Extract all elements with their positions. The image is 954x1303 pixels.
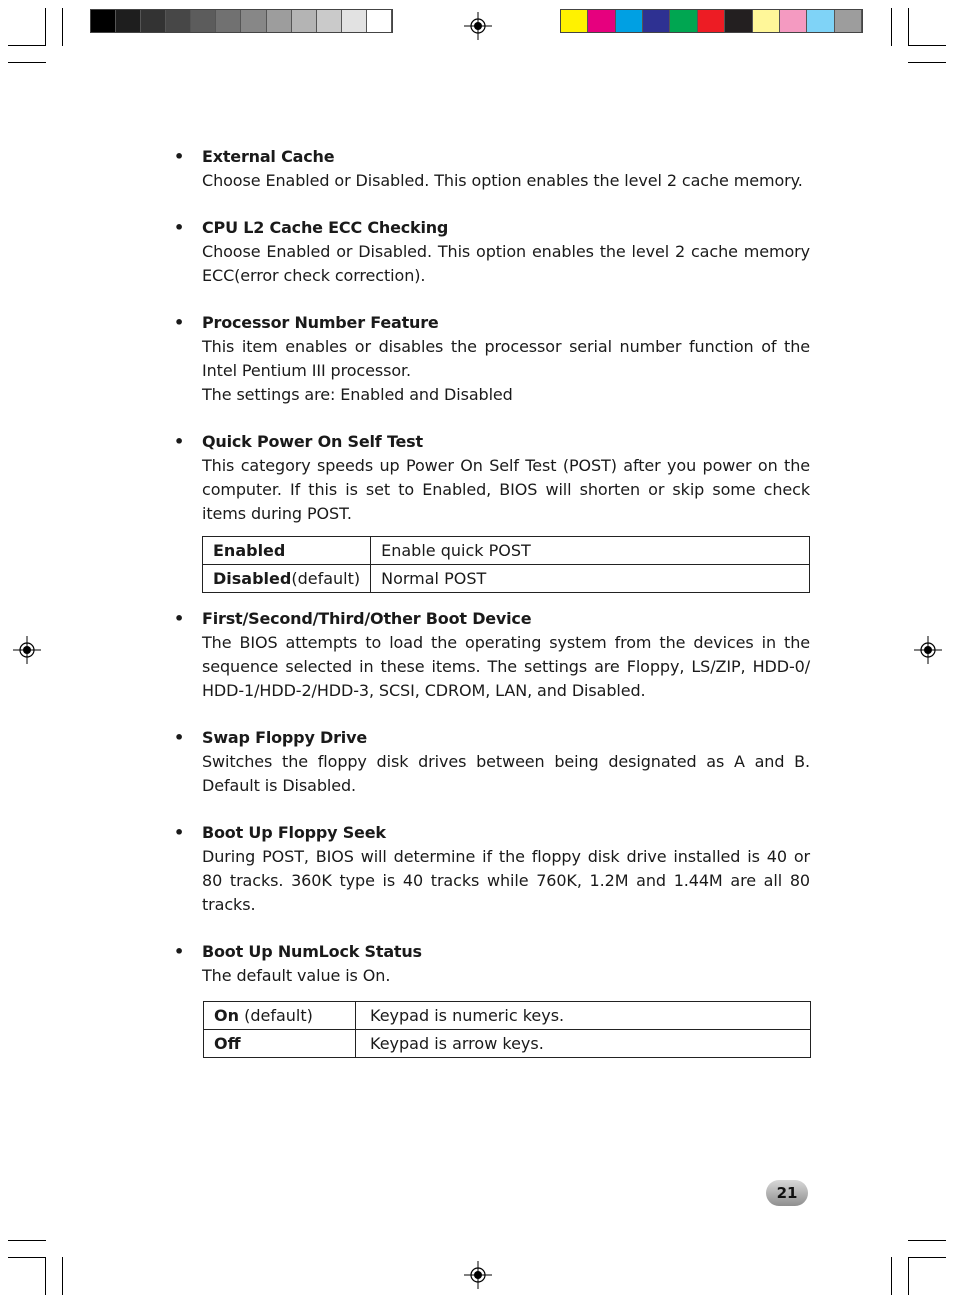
bullet-icon: • xyxy=(174,728,185,747)
option-suffix: (default) xyxy=(291,569,361,588)
registration-mark-icon xyxy=(914,636,942,664)
color-swatch xyxy=(317,10,342,32)
bullet-icon: • xyxy=(174,942,185,961)
crop-mark xyxy=(8,45,46,46)
item-numlock xyxy=(174,940,810,988)
crop-mark xyxy=(62,8,63,46)
item-text: Choose Enabled or Disabled. This option enables the level 2 cache memory. xyxy=(202,171,803,190)
color-swatch xyxy=(116,10,141,32)
registration-mark-icon xyxy=(464,1261,492,1289)
item-external-cache xyxy=(174,145,810,193)
item-cpu-l2-cache-ecc xyxy=(174,216,810,288)
color-swatch xyxy=(342,10,367,32)
color-swatch xyxy=(670,10,697,32)
item-title: Boot Up NumLock Status xyxy=(202,942,422,961)
bullet-icon: • xyxy=(174,823,185,842)
option-name: On xyxy=(214,1006,239,1025)
bullet-icon: • xyxy=(174,218,185,237)
option-suffix: (default) xyxy=(239,1006,313,1025)
crop-mark xyxy=(908,45,946,46)
color-swatch xyxy=(267,10,292,32)
color-swatch xyxy=(191,10,216,32)
registration-mark-icon xyxy=(13,636,41,664)
crop-mark xyxy=(891,8,892,46)
color-swatch xyxy=(216,10,241,32)
color-swatch xyxy=(725,10,752,32)
bullet-icon: • xyxy=(174,313,185,332)
crop-mark xyxy=(8,1257,46,1258)
crop-mark xyxy=(908,62,946,63)
bullet-icon: • xyxy=(174,432,185,451)
item-title: First/Second/Third/Other Boot Device xyxy=(202,609,532,628)
option-cell xyxy=(204,1002,356,1030)
item-swap-floppy xyxy=(174,726,810,798)
crop-mark xyxy=(891,1257,892,1295)
crop-mark xyxy=(8,62,46,63)
item-text: Choose Enabled or Disabled. This option enables the level 2 cache memory ECC(error check correction). xyxy=(202,242,810,285)
table-row xyxy=(204,1002,811,1030)
numlock-table xyxy=(203,1001,811,1058)
bullet-icon: • xyxy=(174,147,185,166)
color-swatch xyxy=(698,10,725,32)
table-row xyxy=(203,565,810,593)
color-swatch xyxy=(166,10,191,32)
crop-mark xyxy=(45,8,46,46)
option-name: Disabled xyxy=(213,569,292,588)
color-swatch xyxy=(588,10,615,32)
color-swatch xyxy=(753,10,780,32)
item-text: During POST, BIOS will determine if the floppy disk drive installed is 40 or 80 tracks. 360K type is 40 tracks while 760K, 1.2M and 1.44M are all 80 tracks. xyxy=(202,847,810,914)
item-text: The settings are: Enabled and Disabled xyxy=(202,385,513,404)
crop-mark xyxy=(908,1257,909,1295)
page-number: 21 xyxy=(766,1180,808,1206)
item-floppy-seek xyxy=(174,821,810,917)
option-cell xyxy=(203,565,371,593)
color-swatch xyxy=(807,10,834,32)
item-quick-post xyxy=(174,430,810,526)
item-text: The BIOS attempts to load the operating system from the devices in the sequence selected in these items. The settings are Floppy, LS/ZIP, HDD-0/ HDD-1/HDD-2/HDD-3, SCSI, CDROM, LAN, and Disabled. xyxy=(202,633,810,700)
bullet-icon: • xyxy=(174,609,185,628)
crop-mark xyxy=(908,8,909,46)
desc-cell: Enable quick POST xyxy=(371,537,810,565)
option-cell xyxy=(203,537,371,565)
color-calibration-bar xyxy=(560,9,863,33)
color-swatch xyxy=(835,10,862,32)
color-swatch xyxy=(292,10,317,32)
item-boot-device xyxy=(174,607,810,703)
crop-mark xyxy=(45,1257,46,1295)
page-content xyxy=(174,145,810,1058)
quick-post-table xyxy=(202,536,810,593)
item-title: Swap Floppy Drive xyxy=(202,728,367,747)
item-title: Quick Power On Self Test xyxy=(202,432,423,451)
color-swatch xyxy=(141,10,166,32)
item-text: This category speeds up Power On Self Test (POST) after you power on the computer. If this is set to Enabled, BIOS will shorten or skip some check items during POST. xyxy=(202,456,810,523)
crop-mark xyxy=(8,1240,46,1241)
desc-cell: Keypad is numeric keys. xyxy=(356,1002,811,1030)
color-swatch xyxy=(616,10,643,32)
option-cell xyxy=(204,1030,356,1058)
color-swatch xyxy=(643,10,670,32)
option-name: Enabled xyxy=(213,541,286,560)
crop-mark xyxy=(908,1240,946,1241)
item-processor-number xyxy=(174,311,810,407)
item-text: Switches the floppy disk drives between being designated as A and B. Default is Disabled. xyxy=(202,752,810,795)
table-row xyxy=(204,1030,811,1058)
grayscale-calibration-bar xyxy=(90,9,393,33)
registration-mark-icon xyxy=(464,12,492,40)
crop-mark xyxy=(908,1257,946,1258)
color-swatch xyxy=(367,10,392,32)
color-swatch xyxy=(780,10,807,32)
color-swatch xyxy=(241,10,266,32)
crop-mark xyxy=(62,1257,63,1295)
item-title: External Cache xyxy=(202,147,335,166)
item-title: Boot Up Floppy Seek xyxy=(202,823,386,842)
item-text: The default value is On. xyxy=(202,966,391,985)
item-title: CPU L2 Cache ECC Checking xyxy=(202,218,449,237)
item-title: Processor Number Feature xyxy=(202,313,439,332)
option-name: Off xyxy=(214,1034,241,1053)
color-swatch xyxy=(561,10,588,32)
desc-cell: Normal POST xyxy=(371,565,810,593)
desc-cell: Keypad is arrow keys. xyxy=(356,1030,811,1058)
item-text: This item enables or disables the processor serial number function of the Intel Pentium III processor. xyxy=(202,337,810,380)
color-swatch xyxy=(91,10,116,32)
table-row xyxy=(203,537,810,565)
